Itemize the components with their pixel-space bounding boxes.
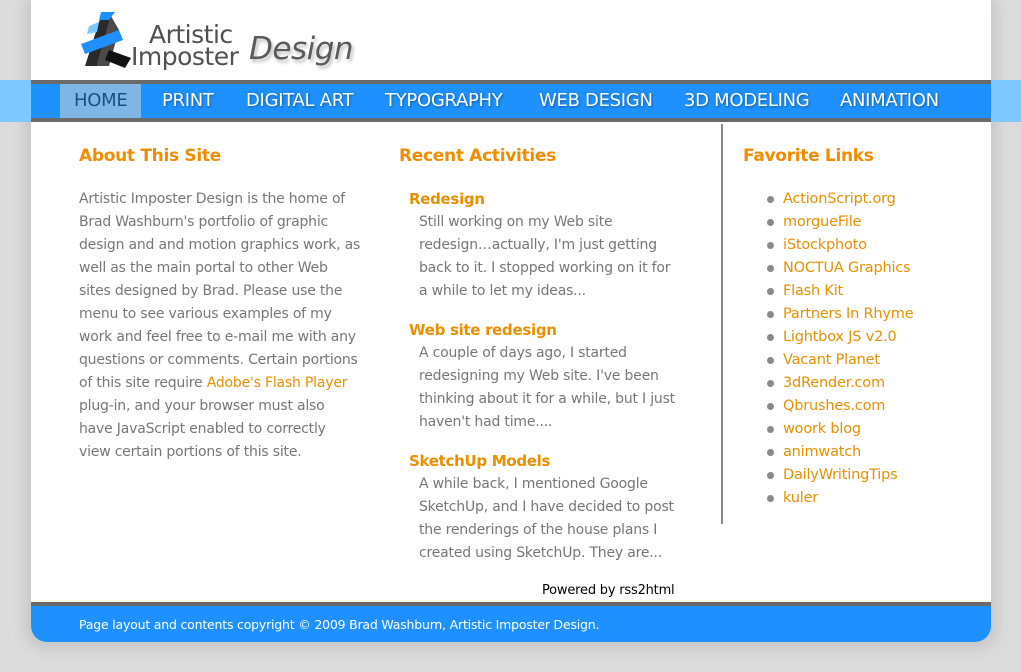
about-text: [79, 188, 361, 464]
nav-3d-modeling[interactable]: 3D MODELING: [684, 90, 810, 111]
favorite-link-morguefile[interactable]: morgueFile: [783, 214, 862, 230]
favorite-link-kuler[interactable]: kuler: [783, 490, 819, 506]
column-divider: [721, 124, 723, 524]
flash-player-link[interactable]: Adobe's Flash Player: [206, 375, 348, 391]
main-nav: [31, 80, 991, 122]
footer: [31, 602, 991, 642]
nav-web-design[interactable]: WEB DESIGN: [539, 90, 653, 111]
favorite-link-woork[interactable]: woork blog: [783, 421, 861, 437]
favorite-link-item: [765, 464, 913, 487]
logo-text-design: Design: [249, 31, 354, 67]
about-text-part1: Artistic Imposter Design is the home of Brad Washburn's portfolio of graphic design and and motion graphics work, as well as the main portal to other Web sites designed by Brad. Please use the menu to see various examples of my work and feel free to e-mail me with any questions or comments. Certain portions of this site require: [79, 191, 361, 391]
favorite-link-item: [765, 326, 913, 349]
logo-text-artistic: Artistic: [149, 20, 233, 49]
favorite-link-3drender[interactable]: 3dRender.com: [783, 375, 885, 391]
activity-text-3: A while back, I mentioned Google SketchUp, and I have decided to post the renderings of the house plans I created using SketchUp. They are...: [419, 476, 674, 561]
nav-digital-art[interactable]: DIGITAL ART: [246, 90, 354, 111]
favorite-link-item: [765, 234, 913, 257]
favorite-link-qbrushes[interactable]: Qbrushes.com: [783, 398, 886, 414]
activity-title-2[interactable]: Web site redesign: [409, 321, 557, 339]
footer-copyright: Page layout and contents copyright © 2009 Brad Washburn, Artistic Imposter Design.: [79, 617, 600, 632]
favorite-link-item: [765, 303, 913, 326]
favorite-link-item: [765, 441, 913, 464]
favorite-links-list: [765, 188, 913, 510]
nav-home[interactable]: HOME: [60, 84, 141, 118]
about-heading: About This Site: [79, 146, 221, 166]
recent-heading: Recent Activities: [399, 146, 556, 166]
logo-text-imposter: Imposter: [131, 42, 239, 71]
logo-mark-icon: [79, 10, 135, 70]
favorite-link-lightbox[interactable]: Lightbox JS v2.0: [783, 329, 897, 345]
activity-title-1[interactable]: Redesign: [409, 190, 485, 208]
favorite-link-item: [765, 487, 913, 510]
favorite-link-vacant-planet[interactable]: Vacant Planet: [783, 352, 880, 368]
favorite-link-item: [765, 188, 913, 211]
favorite-link-noctua[interactable]: NOCTUA Graphics: [783, 260, 911, 276]
about-text-part2: plug-in, and your browser must also have JavaScript enabled to correctly view certain portions of this site.: [79, 398, 326, 460]
favorites-heading: Favorite Links: [743, 146, 874, 166]
nav-typography[interactable]: TYPOGRAPHY: [385, 90, 503, 111]
activity-text-2: A couple of days ago, I started redesigning my Web site. I've been thinking about it for a while, but I just haven't had time....: [419, 345, 675, 430]
favorite-link-actionscript[interactable]: ActionScript.org: [783, 191, 896, 207]
activity-title-3[interactable]: SketchUp Models: [409, 452, 551, 470]
favorite-link-partners-in-rhyme[interactable]: Partners In Rhyme: [783, 306, 914, 322]
nav-print[interactable]: PRINT: [162, 90, 214, 111]
nav-animation[interactable]: ANIMATION: [840, 90, 939, 111]
favorite-link-item: [765, 395, 913, 418]
favorite-link-istockphoto[interactable]: iStockphoto: [783, 237, 867, 253]
favorite-link-dailywritingtips[interactable]: DailyWritingTips: [783, 467, 898, 483]
favorite-link-item: [765, 349, 913, 372]
favorite-link-animwatch[interactable]: animwatch: [783, 444, 862, 460]
favorite-link-item: [765, 280, 913, 303]
favorite-link-item: [765, 211, 913, 234]
favorite-link-flashkit[interactable]: Flash Kit: [783, 283, 844, 299]
site-logo[interactable]: [79, 10, 379, 72]
favorite-link-item: [765, 257, 913, 280]
favorite-link-item: [765, 418, 913, 441]
powered-by-rss2html: Powered by rss2html: [542, 583, 675, 598]
activity-text-1: Still working on my Web site redesign…actually, I'm just getting back to it. I stopped working on it for a while to let my ideas...: [419, 214, 671, 299]
favorite-link-item: [765, 372, 913, 395]
